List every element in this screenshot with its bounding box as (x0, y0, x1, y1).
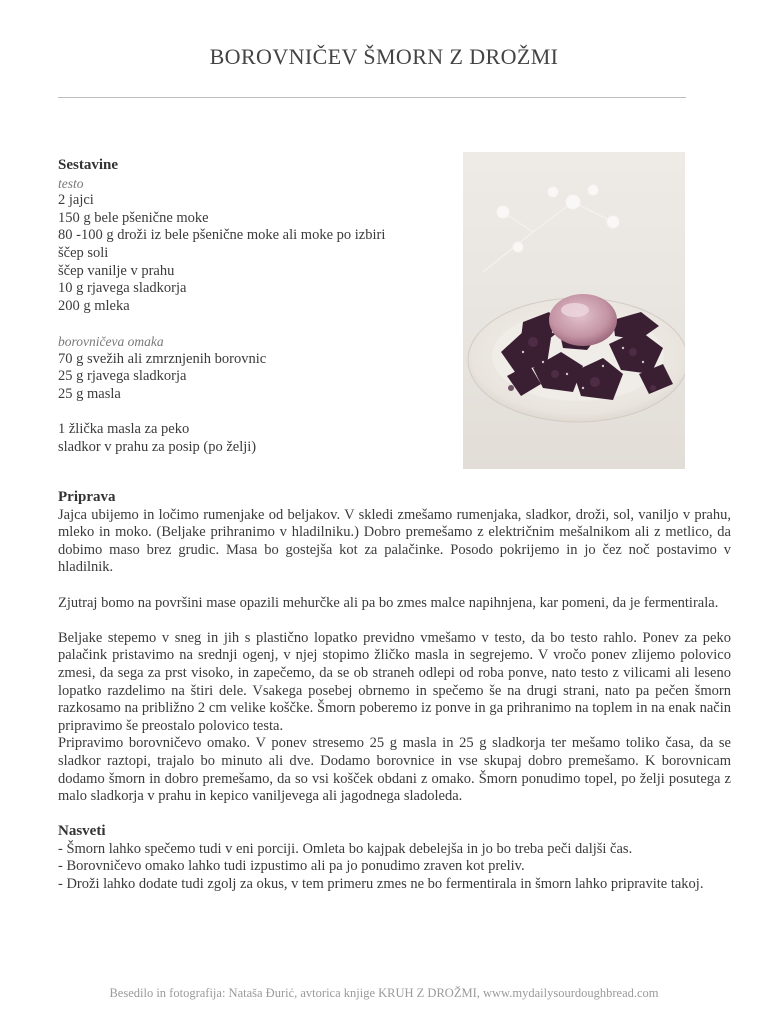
preparation-heading: Priprava (58, 489, 116, 505)
ingredient-item: sladkor v prahu za posip (po želji) (58, 438, 257, 455)
preparation-paragraph: Jajca ubijemo in ločimo rumenjake od beljakov. V skledi zmešamo rumenjaka, sladkor, droži, sol, vaniljo v prahu, mleko in moko. (Beljake prihranimo v hladilniku.) Dobro premešamo z električnim mešalnikom ali z metlico, da dobimo maso brez grudic. Masa bo gostejša kot za palačinke. Posodo pokrijemo in jo čez noč postavimo v hladilnik. (58, 506, 731, 576)
ingredient-item: ščep soli (58, 244, 109, 261)
ingredient-item: 2 jajci (58, 192, 94, 209)
ingredient-item: ščep vanilje v prahu (58, 262, 175, 279)
preparation-section (58, 489, 731, 894)
tip-item: - Droži lahko dodate tudi zgolj za okus, v tem primeru zmes ne bo fermentirala in šmorn lahko pripravite takoj. (58, 876, 704, 893)
footer-credit: Besedilo in fotografija: Nataša Đurić, avtorica knjige KRUH Z DROŽMI, www.mydailysourdoughbread.com (109, 986, 659, 1000)
title-divider (58, 97, 686, 98)
tip-item: - Šmorn lahko spečemo tudi v eni porciji. Omleta bo kajpak debelejša in jo bo treba peči daljši čas. (58, 840, 633, 857)
ingredient-item: 80 -100 g droži iz bele pšenične moke ali moke po izbiri (58, 227, 386, 244)
tip-item: - Borovničevo omako lahko tudi izpustimo ali pa jo ponudimo zraven kot preliv. (58, 858, 525, 875)
page-title: BOROVNIČEV ŠMORN Z DROŽMI (209, 44, 559, 69)
ingredient-item: 10 g rjavega sladkorja (58, 280, 187, 297)
ingredient-item: 150 g bele pšenične moke (58, 209, 209, 226)
dough-label: testo (58, 175, 84, 191)
ingredient-item: 1 žlička masla za peko (58, 420, 190, 437)
ingredient-item: 25 g masla (58, 385, 121, 402)
ingredients-heading: Sestavine (58, 157, 118, 173)
spacer (58, 403, 448, 421)
preparation-paragraph: Beljake stepemo v sneg in jih s plastično lopatko previdno vmešamo v testo, da bo testo rahlo. Ponev za peko palačink pristavimo na srednji ogenj, v njej stopimo žličko masla in segrejemo. V vročo ponev zlijemo polovico zmesi, da sega za prst visoko, in zapečemo, da se ob straneh odlepi od roba ponve, nato testo z vilicami ali leseno lopatko razdelimo na štiri dele. Vsakega posebej obrnemo in spečemo še na drugi strani, nato pa pečen šmorn razkosamo na približno 2 cm velike koščke. Šmorn poberemo iz ponve in ga prihranimo na toplem in na enak način pripravimo še preostalo polovico testa. (58, 629, 731, 734)
spacer (58, 806, 731, 824)
sauce-label: borovničeva omaka (58, 333, 164, 349)
spacer (58, 315, 448, 333)
ingredient-item: 70 g svežih ali zmrznjenih borovnic (58, 350, 267, 367)
ingredient-item: 25 g rjavega sladkorja (58, 368, 187, 385)
ingredients-section (58, 157, 448, 456)
preparation-paragraph: Zjutraj bomo na površini mase opazili mehurčke ali pa bo zmes malce napihnjena, kar pomeni, da je fermentirala. (58, 594, 719, 611)
tips-heading: Nasveti (58, 823, 106, 840)
spacer (58, 577, 731, 595)
preparation-paragraph: Pripravimo borovničevo omako. V ponev stresemo 25 g masla in 25 g sladkorja ter mešamo toliko časa, da se sladkor raztopi, trajalo bo minuto ali dve. Dodamo borovnice in vse skupaj dobro premešamo. K borovnicam dodamo šmorn in dobro premešamo, da so vsi košček obdani z omako. Šmorn ponudimo topel, po želji posutega z malo sladkorja v prahu in kepico vaniljevega ali jagodnega sladoleda. (58, 735, 731, 805)
dish-photo (463, 152, 685, 469)
ingredient-item: 200 g mleka (58, 297, 130, 314)
spacer (58, 612, 731, 630)
